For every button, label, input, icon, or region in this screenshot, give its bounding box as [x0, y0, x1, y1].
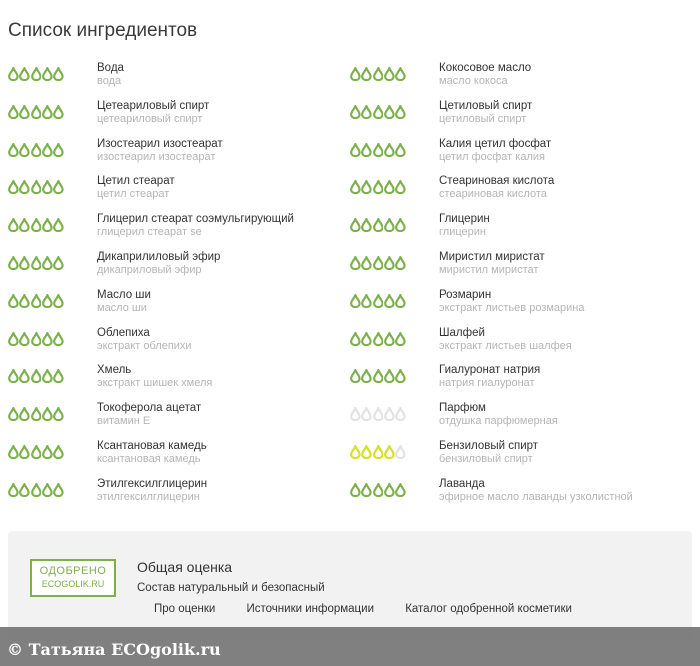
ingredient-inci-name: цетил стеарат — [97, 188, 170, 201]
ingredient-inci-name: стеариновая кислота — [439, 188, 547, 201]
rating-drops — [350, 483, 406, 497]
drop-icon — [53, 143, 64, 157]
rating-drops — [350, 445, 406, 459]
drop-icon — [53, 483, 64, 497]
ingredient-inci-name: отдушка парфюмерная — [439, 415, 558, 428]
ingredients-list — [0, 56, 700, 516]
drop-icon — [19, 143, 30, 157]
rating-drops — [8, 294, 64, 308]
drop-icon — [395, 294, 406, 308]
drop-icon — [19, 445, 30, 459]
drop-icon — [31, 483, 42, 497]
drop-icon — [31, 407, 42, 421]
ingredient-name[interactable]: Цетил стеарат — [97, 175, 175, 188]
overall-rating-text: Состав натуральный и безопасный — [137, 582, 325, 594]
rating-drops — [8, 67, 64, 81]
drop-icon — [350, 67, 361, 81]
rating-drops — [350, 294, 406, 308]
drop-icon — [53, 369, 64, 383]
ingredient-inci-name: натрия гиалуронат — [439, 377, 535, 390]
ingredient-inci-name: миристил миристат — [439, 263, 539, 276]
ingredient-name[interactable]: Хмель — [97, 364, 132, 377]
approved-stamp-top: ОДОБРЕНО — [39, 565, 107, 577]
overall-rating-title: Общая оценка — [137, 559, 233, 575]
ingredient-name[interactable]: Глицерил стеарат соэмульгирующий — [97, 213, 294, 226]
ingredient-name[interactable]: Вода — [97, 62, 124, 74]
ingredient-names — [439, 251, 545, 277]
drop-icon — [361, 332, 372, 346]
ingredient-name[interactable]: Розмарин — [439, 288, 492, 301]
drop-icon — [19, 67, 30, 81]
ingredient-row[interactable] — [8, 321, 350, 359]
ingredient-names — [439, 62, 531, 88]
drop-icon — [373, 143, 384, 157]
drop-icon — [361, 256, 372, 270]
ingredient-name[interactable]: Парфюм — [439, 402, 486, 415]
drop-icon — [395, 483, 406, 497]
drop-icon — [42, 67, 53, 81]
ingredient-names — [439, 402, 558, 428]
ingredient-row[interactable] — [8, 358, 350, 396]
drop-icon — [361, 143, 372, 157]
drop-icon — [31, 180, 42, 194]
ingredient-row[interactable] — [8, 207, 350, 245]
watermark-text: © Татьяна ECOgolik.ru — [7, 640, 221, 659]
drop-icon — [42, 180, 53, 194]
drop-icon — [395, 67, 406, 81]
drop-icon — [384, 369, 395, 383]
ingredient-name[interactable]: Этилгексилглицерин — [97, 477, 208, 490]
drop-icon — [395, 143, 406, 157]
drop-icon — [350, 180, 361, 194]
drop-icon — [8, 407, 19, 421]
drop-icon — [8, 294, 19, 308]
rating-drops — [350, 256, 406, 270]
ingredient-name[interactable]: Дикаприлиловый эфир — [97, 250, 221, 263]
drop-icon — [395, 105, 406, 119]
drop-icon — [350, 143, 361, 157]
drop-icon — [373, 218, 384, 232]
drop-icon — [53, 407, 64, 421]
drop-icon — [373, 483, 384, 497]
ingredient-name[interactable]: Глицерин — [439, 213, 490, 226]
drop-icon — [42, 407, 53, 421]
drop-icon — [8, 105, 19, 119]
drop-icon — [384, 180, 395, 194]
drop-icon — [361, 294, 372, 308]
drop-icon — [42, 143, 53, 157]
ingredient-name[interactable]: Шалфей — [439, 326, 485, 339]
drop-icon — [19, 407, 30, 421]
ingredient-names — [97, 402, 201, 428]
drop-icon — [373, 256, 384, 270]
ingredient-inci-name: экстракт облепихи — [97, 339, 192, 352]
ingredient-names — [439, 327, 572, 353]
ingredient-name[interactable]: Токоферола ацетат — [97, 402, 202, 415]
drop-icon — [384, 445, 395, 459]
drop-icon — [384, 294, 395, 308]
ingredient-row[interactable] — [350, 283, 692, 321]
drop-icon — [373, 294, 384, 308]
drop-icon — [395, 218, 406, 232]
drop-icon — [31, 256, 42, 270]
ingredient-names — [439, 138, 551, 164]
drop-icon — [384, 105, 395, 119]
ingredient-row[interactable] — [8, 283, 350, 321]
ingredient-row[interactable] — [8, 396, 350, 434]
ingredient-inci-name: экстракт листьев шалфея — [439, 339, 572, 352]
ingredient-inci-name: вода — [97, 75, 122, 87]
drop-icon — [8, 369, 19, 383]
ingredient-inci-name: бензиловый спирт — [439, 452, 533, 465]
drop-icon — [8, 445, 19, 459]
drop-icon — [361, 67, 372, 81]
ingredient-name[interactable]: Лаванда — [439, 477, 485, 490]
ingredient-names — [97, 478, 207, 504]
ingredient-row[interactable] — [8, 132, 350, 170]
drop-icon — [31, 67, 42, 81]
drop-icon — [19, 218, 30, 232]
drop-icon — [395, 256, 406, 270]
rating-drops — [8, 407, 64, 421]
rating-drops — [8, 369, 64, 383]
approved-stamp — [30, 559, 116, 597]
ingredient-name[interactable]: Калия цетил фосфат — [439, 137, 552, 150]
drop-icon — [350, 332, 361, 346]
ingredient-row[interactable] — [350, 321, 692, 359]
rating-drops — [350, 218, 406, 232]
watermark-bar — [0, 627, 700, 666]
ingredient-row[interactable] — [8, 169, 350, 207]
drop-icon — [350, 105, 361, 119]
rating-drops — [8, 256, 64, 270]
ingredient-name[interactable]: Стеариновая кислота — [439, 175, 555, 188]
drop-icon — [19, 332, 30, 346]
drop-icon — [42, 445, 53, 459]
approved-stamp-bottom: ECOGOLIK.RU — [41, 579, 105, 589]
drop-icon — [361, 483, 372, 497]
page-title: Список ингредиентов — [8, 20, 198, 41]
link-sources[interactable]: Источники информации — [246, 603, 374, 615]
ingredient-names — [97, 213, 294, 239]
ingredient-inci-name: эфирное масло лаванды узколистной — [439, 490, 633, 503]
drop-icon — [42, 105, 53, 119]
ingredient-inci-name: витамин Е — [97, 415, 151, 428]
ingredient-row[interactable] — [350, 396, 692, 434]
drop-icon — [361, 218, 372, 232]
ingredient-names — [97, 289, 151, 315]
ingredient-row[interactable] — [8, 434, 350, 472]
drop-icon — [31, 105, 42, 119]
ingredient-row[interactable] — [8, 472, 350, 510]
drop-icon — [361, 369, 372, 383]
drop-icon — [8, 143, 19, 157]
drop-icon — [384, 256, 395, 270]
ingredient-names — [97, 440, 207, 466]
ingredient-inci-name: экстракт листьев розмарина — [439, 301, 585, 314]
ingredient-inci-name: ксантановая камедь — [97, 452, 201, 465]
ingredient-inci-name: цетеариловый спирт — [97, 112, 203, 125]
rating-drops — [350, 332, 406, 346]
rating-drops — [8, 143, 64, 157]
drop-icon — [373, 180, 384, 194]
ingredient-name[interactable]: Масло ши — [97, 288, 151, 301]
drop-icon — [19, 483, 30, 497]
ingredient-inci-name: этилгексилглицерин — [97, 490, 200, 503]
drop-icon — [350, 256, 361, 270]
ingredient-names — [439, 213, 490, 239]
ingredient-row[interactable] — [350, 472, 692, 510]
ingredient-inci-name: цетил фосфат калия — [439, 150, 545, 163]
drop-icon — [42, 483, 53, 497]
drop-icon — [384, 143, 395, 157]
drop-icon — [361, 180, 372, 194]
drop-icon — [373, 332, 384, 346]
drop-icon — [31, 445, 42, 459]
ingredient-row[interactable] — [350, 434, 692, 472]
drop-icon — [8, 180, 19, 194]
ingredient-inci-name: цетиловый спирт — [439, 112, 527, 125]
rating-drops — [8, 332, 64, 346]
drop-icon — [384, 483, 395, 497]
drop-icon — [8, 256, 19, 270]
ingredient-row[interactable] — [350, 245, 692, 283]
drop-icon — [350, 445, 361, 459]
drop-icon — [42, 294, 53, 308]
ingredient-name[interactable]: Ксантановая камедь — [97, 439, 207, 452]
drop-icon — [19, 369, 30, 383]
drop-icon — [395, 369, 406, 383]
ingredient-names — [97, 62, 124, 88]
drop-icon — [42, 218, 53, 232]
ingredient-row[interactable] — [350, 94, 692, 132]
ingredient-inci-name: масло ши — [97, 301, 147, 314]
drop-icon — [384, 407, 395, 421]
drop-icon — [373, 369, 384, 383]
ingredient-names — [439, 478, 633, 504]
drop-icon — [384, 67, 395, 81]
ingredient-names — [97, 138, 223, 164]
drop-icon — [53, 67, 64, 81]
rating-drops — [8, 218, 64, 232]
drop-icon — [19, 105, 30, 119]
drop-icon — [53, 180, 64, 194]
ingredient-row[interactable] — [8, 94, 350, 132]
rating-drops — [350, 67, 406, 81]
drop-icon — [53, 445, 64, 459]
ingredient-name[interactable]: Изостеарил изостеарат — [97, 137, 223, 150]
rating-drops — [350, 105, 406, 119]
ingredient-inci-name: дикаприловый эфир — [97, 263, 202, 276]
drop-icon — [42, 332, 53, 346]
ingredient-names — [97, 175, 175, 201]
ingredient-names — [439, 289, 585, 315]
ingredient-inci-name: масло кокоса — [439, 75, 508, 87]
ingredient-row[interactable] — [350, 56, 692, 94]
ingredient-name[interactable]: Цетеариловый спирт — [97, 99, 210, 112]
drop-icon — [384, 332, 395, 346]
ingredient-inci-name: изостеарил изостеарат — [97, 150, 216, 163]
drop-icon — [53, 294, 64, 308]
drop-icon — [31, 369, 42, 383]
info-links — [154, 603, 600, 615]
ingredient-names — [97, 327, 192, 353]
drop-icon — [373, 407, 384, 421]
ingredient-names — [97, 251, 220, 277]
drop-icon — [8, 332, 19, 346]
drop-icon — [350, 407, 361, 421]
overall-rating-panel — [8, 531, 692, 641]
rating-drops — [350, 180, 406, 194]
drop-icon — [361, 445, 372, 459]
drop-icon — [19, 256, 30, 270]
rating-drops — [8, 445, 64, 459]
drop-icon — [42, 369, 53, 383]
rating-drops — [350, 369, 406, 383]
drop-icon — [350, 369, 361, 383]
drop-icon — [395, 180, 406, 194]
drop-icon — [373, 105, 384, 119]
link-about-ratings[interactable]: Про оценки — [154, 603, 216, 615]
rating-drops — [8, 105, 64, 119]
drop-icon — [350, 294, 361, 308]
ingredients-column-right — [350, 56, 692, 510]
ingredient-names — [97, 100, 209, 126]
drop-icon — [350, 483, 361, 497]
drop-icon — [53, 105, 64, 119]
link-approved-catalog[interactable]: Каталог одобренной косметики — [405, 603, 572, 615]
rating-drops — [8, 483, 64, 497]
drop-icon — [31, 332, 42, 346]
ingredient-name[interactable]: Цетиловый спирт — [439, 99, 533, 112]
drop-icon — [8, 67, 19, 81]
ingredient-row[interactable] — [350, 169, 692, 207]
rating-drops — [350, 143, 406, 157]
ingredient-name[interactable]: Облепиха — [97, 326, 150, 339]
ingredient-inci-name: глицерил стеарат se — [97, 226, 202, 239]
drop-icon — [361, 105, 372, 119]
ingredient-inci-name: глицерин — [439, 226, 486, 239]
drop-icon — [8, 483, 19, 497]
drop-icon — [31, 143, 42, 157]
drop-icon — [8, 218, 19, 232]
ingredient-names — [97, 364, 212, 390]
drop-icon — [395, 407, 406, 421]
drop-icon — [373, 445, 384, 459]
ingredient-name[interactable]: Кокосовое масло — [439, 62, 532, 74]
ingredient-row[interactable] — [350, 207, 692, 245]
ingredient-row[interactable] — [350, 358, 692, 396]
ingredient-names — [439, 364, 540, 390]
drop-icon — [42, 256, 53, 270]
ingredient-name[interactable]: Бензиловый спирт — [439, 439, 539, 452]
ingredient-names — [439, 440, 538, 466]
drop-icon — [31, 218, 42, 232]
drop-icon — [373, 67, 384, 81]
drop-icon — [350, 218, 361, 232]
rating-drops — [350, 407, 406, 421]
ingredient-row[interactable] — [8, 245, 350, 283]
ingredient-names — [439, 175, 554, 201]
ingredient-name[interactable]: Гиалуронат натрия — [439, 364, 541, 377]
drop-icon — [19, 180, 30, 194]
drop-icon — [53, 218, 64, 232]
ingredient-row[interactable] — [8, 56, 350, 94]
drop-icon — [384, 218, 395, 232]
rating-drops — [8, 180, 64, 194]
ingredients-column-left — [8, 56, 350, 510]
ingredient-row[interactable] — [350, 132, 692, 170]
drop-icon — [53, 332, 64, 346]
drop-icon — [361, 407, 372, 421]
ingredient-name[interactable]: Миристил миристат — [439, 250, 545, 263]
drop-icon — [31, 294, 42, 308]
drop-icon — [395, 445, 406, 459]
drop-icon — [19, 294, 30, 308]
ingredient-names — [439, 100, 532, 126]
ingredient-inci-name: экстракт шишек хмеля — [97, 377, 213, 390]
drop-icon — [395, 332, 406, 346]
drop-icon — [53, 256, 64, 270]
